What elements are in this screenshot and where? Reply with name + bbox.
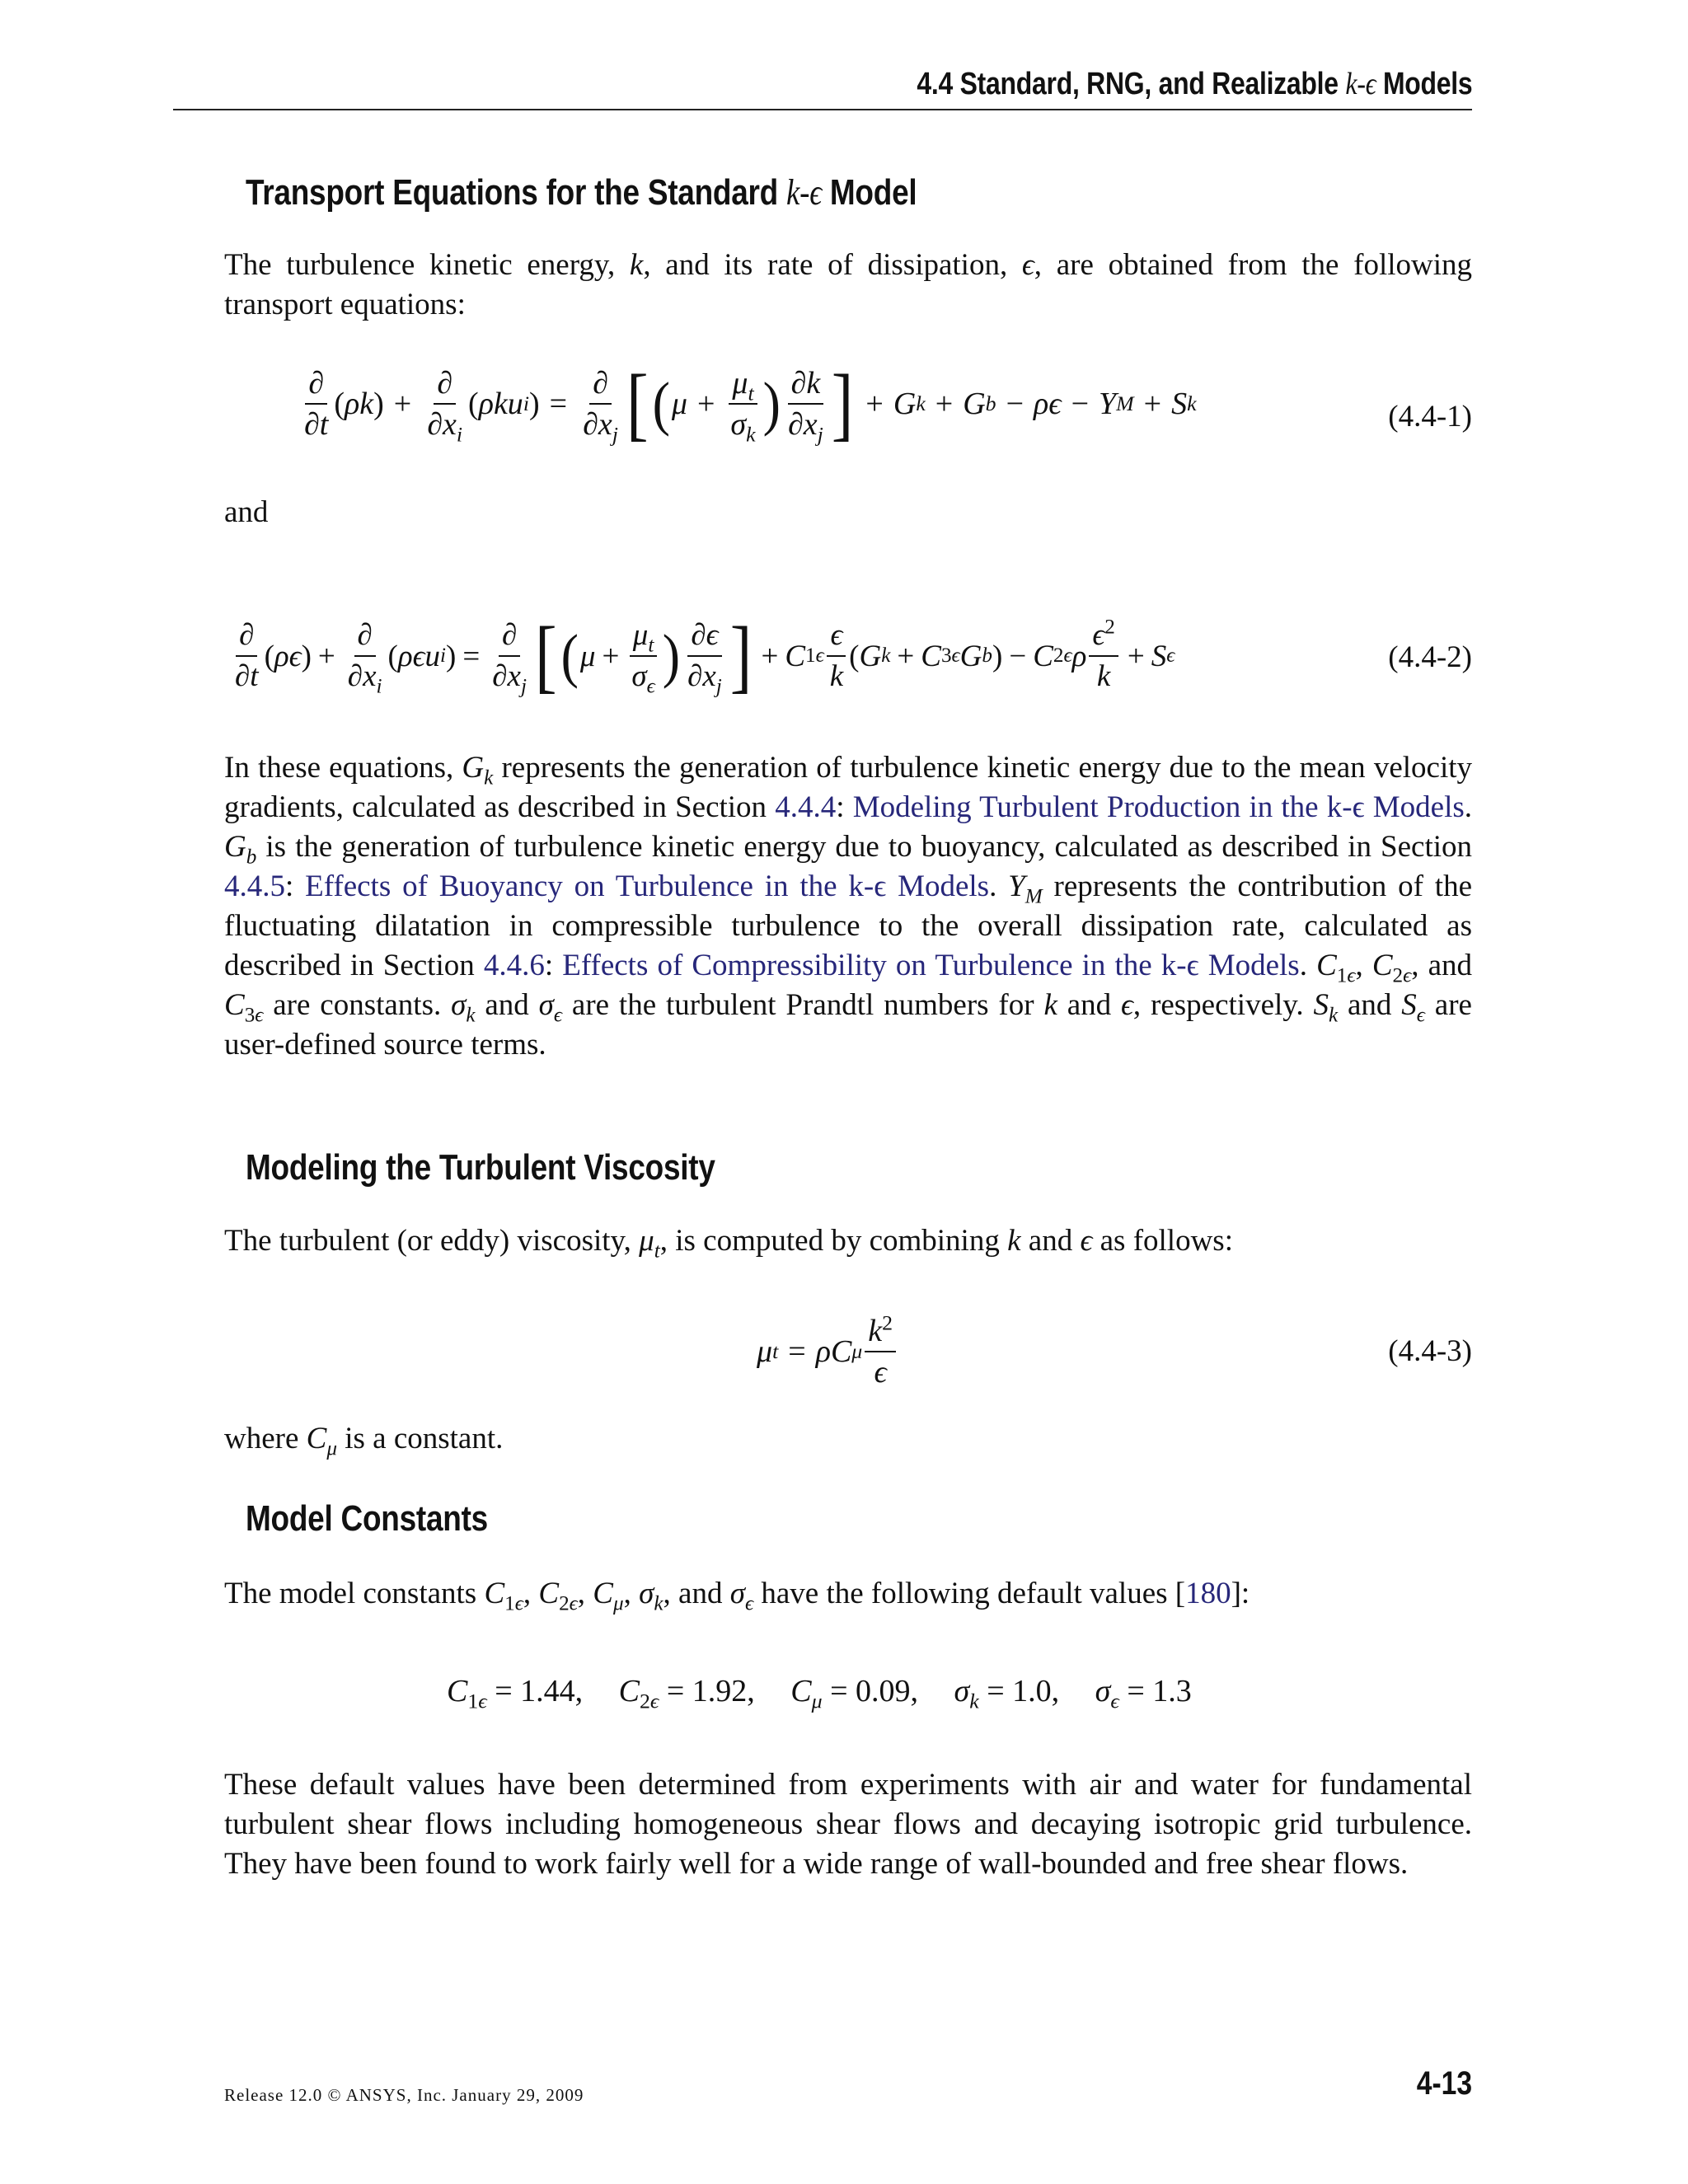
- closing-paragraph: These default values have been determined from experiments with air and water for fundamental turbulent shear flows including homogeneous shear flows and decaying isotropic grid turbulence. They have been found to work fairly well for a wide range of wall-bounded and free shear flows.: [224, 1768, 1472, 1881]
- footer-release: Release 12.0 © ANSYS, Inc. January 29, 2009: [224, 2085, 584, 2105]
- running-header-title: 4.4 Standard, RNG, and Realizable k-ϵ Models: [916, 67, 1472, 101]
- and-text: and: [224, 495, 269, 529]
- constants-intro-paragraph: The model constants $C_{1\epsilon}$, $C_{2\epsilon}$, $C_\mu$, $\sigma_k$, and $\sigma_\epsilon$ have the following default values [180]:: [224, 1577, 1250, 1615]
- model-constants-values: $C_{1\epsilon} = 1.44$, $C_{2\epsilon} = 1.92$, $C_\mu = 0.09$, $\sigma_k = 1.0$, $\sigma_\epsilon = 1.3$: [447, 1674, 1192, 1713]
- link-effects-of-compressibility[interactable]: Effects of Compressibility on Turbulence in the k-ϵ Models: [562, 949, 1300, 982]
- running-header: [173, 61, 1472, 110]
- equation-4-4-2: $\frac{\partial}{\partial t}$ ( ρϵ ) + $\frac{\partial}{\partial x_i}$ ( ρϵu i ) = $\frac{\partial}{\partial x_j}$ [ ( μ + $\frac{\mu_t}{\sigma_\epsilon}$ ) $\frac{\partial\epsilon}{\partial x_j}$ ] + C 1ϵ $\frac{\epsilon}{k}$ ( G k + C 3ϵ G b ) − C 2ϵ ρ $\frac{\epsilon^2}{k}$ + S ϵ: [235, 611, 1175, 701]
- equation-number-4-4-1: (4.4-1): [1388, 400, 1472, 434]
- intro-paragraph: The turbulence kinetic energy, k, and its rate of dissipation, ϵ, are obtained from the following transport equations:: [224, 248, 1472, 321]
- link-section-4-4-6[interactable]: 4.4.6: [483, 949, 545, 982]
- page-number: 4-13: [1416, 2065, 1472, 2102]
- equation-4-4-1: $\frac{\partial}{\partial t}$ ( ρk ) + $\frac{\partial}{\partial x_i}$ ( ρku i ) = $\frac{\partial}{\partial x_j}$ [ ( μ + $\frac{\mu_t}{\sigma_k}$ ) $\frac{\partial k}{\partial x_j}$ ] + G k + G b − ρϵ − Y M + S k: [304, 359, 1197, 449]
- section-heading-transport-equations: Transport Equations for the Standard k-ϵ Model: [246, 172, 917, 213]
- section-heading-turbulent-viscosity: Modeling the Turbulent Viscosity: [246, 1147, 715, 1188]
- equation-4-4-3: μ t = ρC μ $\frac{k^2}{\epsilon}$: [757, 1302, 898, 1401]
- where-paragraph: where $C_\mu$ is a constant.: [224, 1422, 504, 1460]
- section-heading-model-constants: Model Constants: [246, 1498, 488, 1539]
- terms-explanation-paragraph: In these equations, $G_k$ represents the generation of turbulence kinetic energy due to the mean velocity gradients, calculated as described in Section 4.4.4: Modeling Turbulent Production in the k-ϵ Models. $G_b$ is the generation of turbulence kinetic energy due to buoyancy, calculated as described in Section 4.4.5: Effects of Buoyancy on Turbulence in the k-ϵ Models. $Y_M$ represents the contribution of the fluctuating dilatation in compressible turbulence to the overall dissipation rate, calculated as described in Section 4.4.6: Effects of Compressibility on Turbulence in the k-ϵ Models. $C_{1\epsilon}$, $C_{2\epsilon}$, and $C_{3\epsilon}$ are constants. $\sigma_k$ and $\sigma_\epsilon$ are the turbulent Prandtl numbers for k and ϵ, respectively. $S_k$ and $S_\epsilon$ are user-defined source terms.: [224, 751, 1473, 1062]
- equation-number-4-4-2: (4.4-2): [1388, 640, 1472, 674]
- equation-number-4-4-3: (4.4-3): [1388, 1334, 1472, 1368]
- link-section-4-4-5[interactable]: 4.4.5: [224, 869, 285, 903]
- citation-link[interactable]: 180: [1185, 1577, 1231, 1610]
- document-page: [224, 0, 1472, 2184]
- link-modeling-turbulent-production[interactable]: Modeling Turbulent Production in the k-ϵ Models: [852, 790, 1465, 824]
- viscosity-intro-paragraph: The turbulent (or eddy) viscosity, $\mu_t$, is computed by combining k and ϵ as follows:: [224, 1224, 1233, 1263]
- link-effects-of-buoyancy[interactable]: Effects of Buoyancy on Turbulence in the k-ϵ Models: [305, 869, 990, 903]
- link-section-4-4-4[interactable]: 4.4.4: [775, 790, 837, 824]
